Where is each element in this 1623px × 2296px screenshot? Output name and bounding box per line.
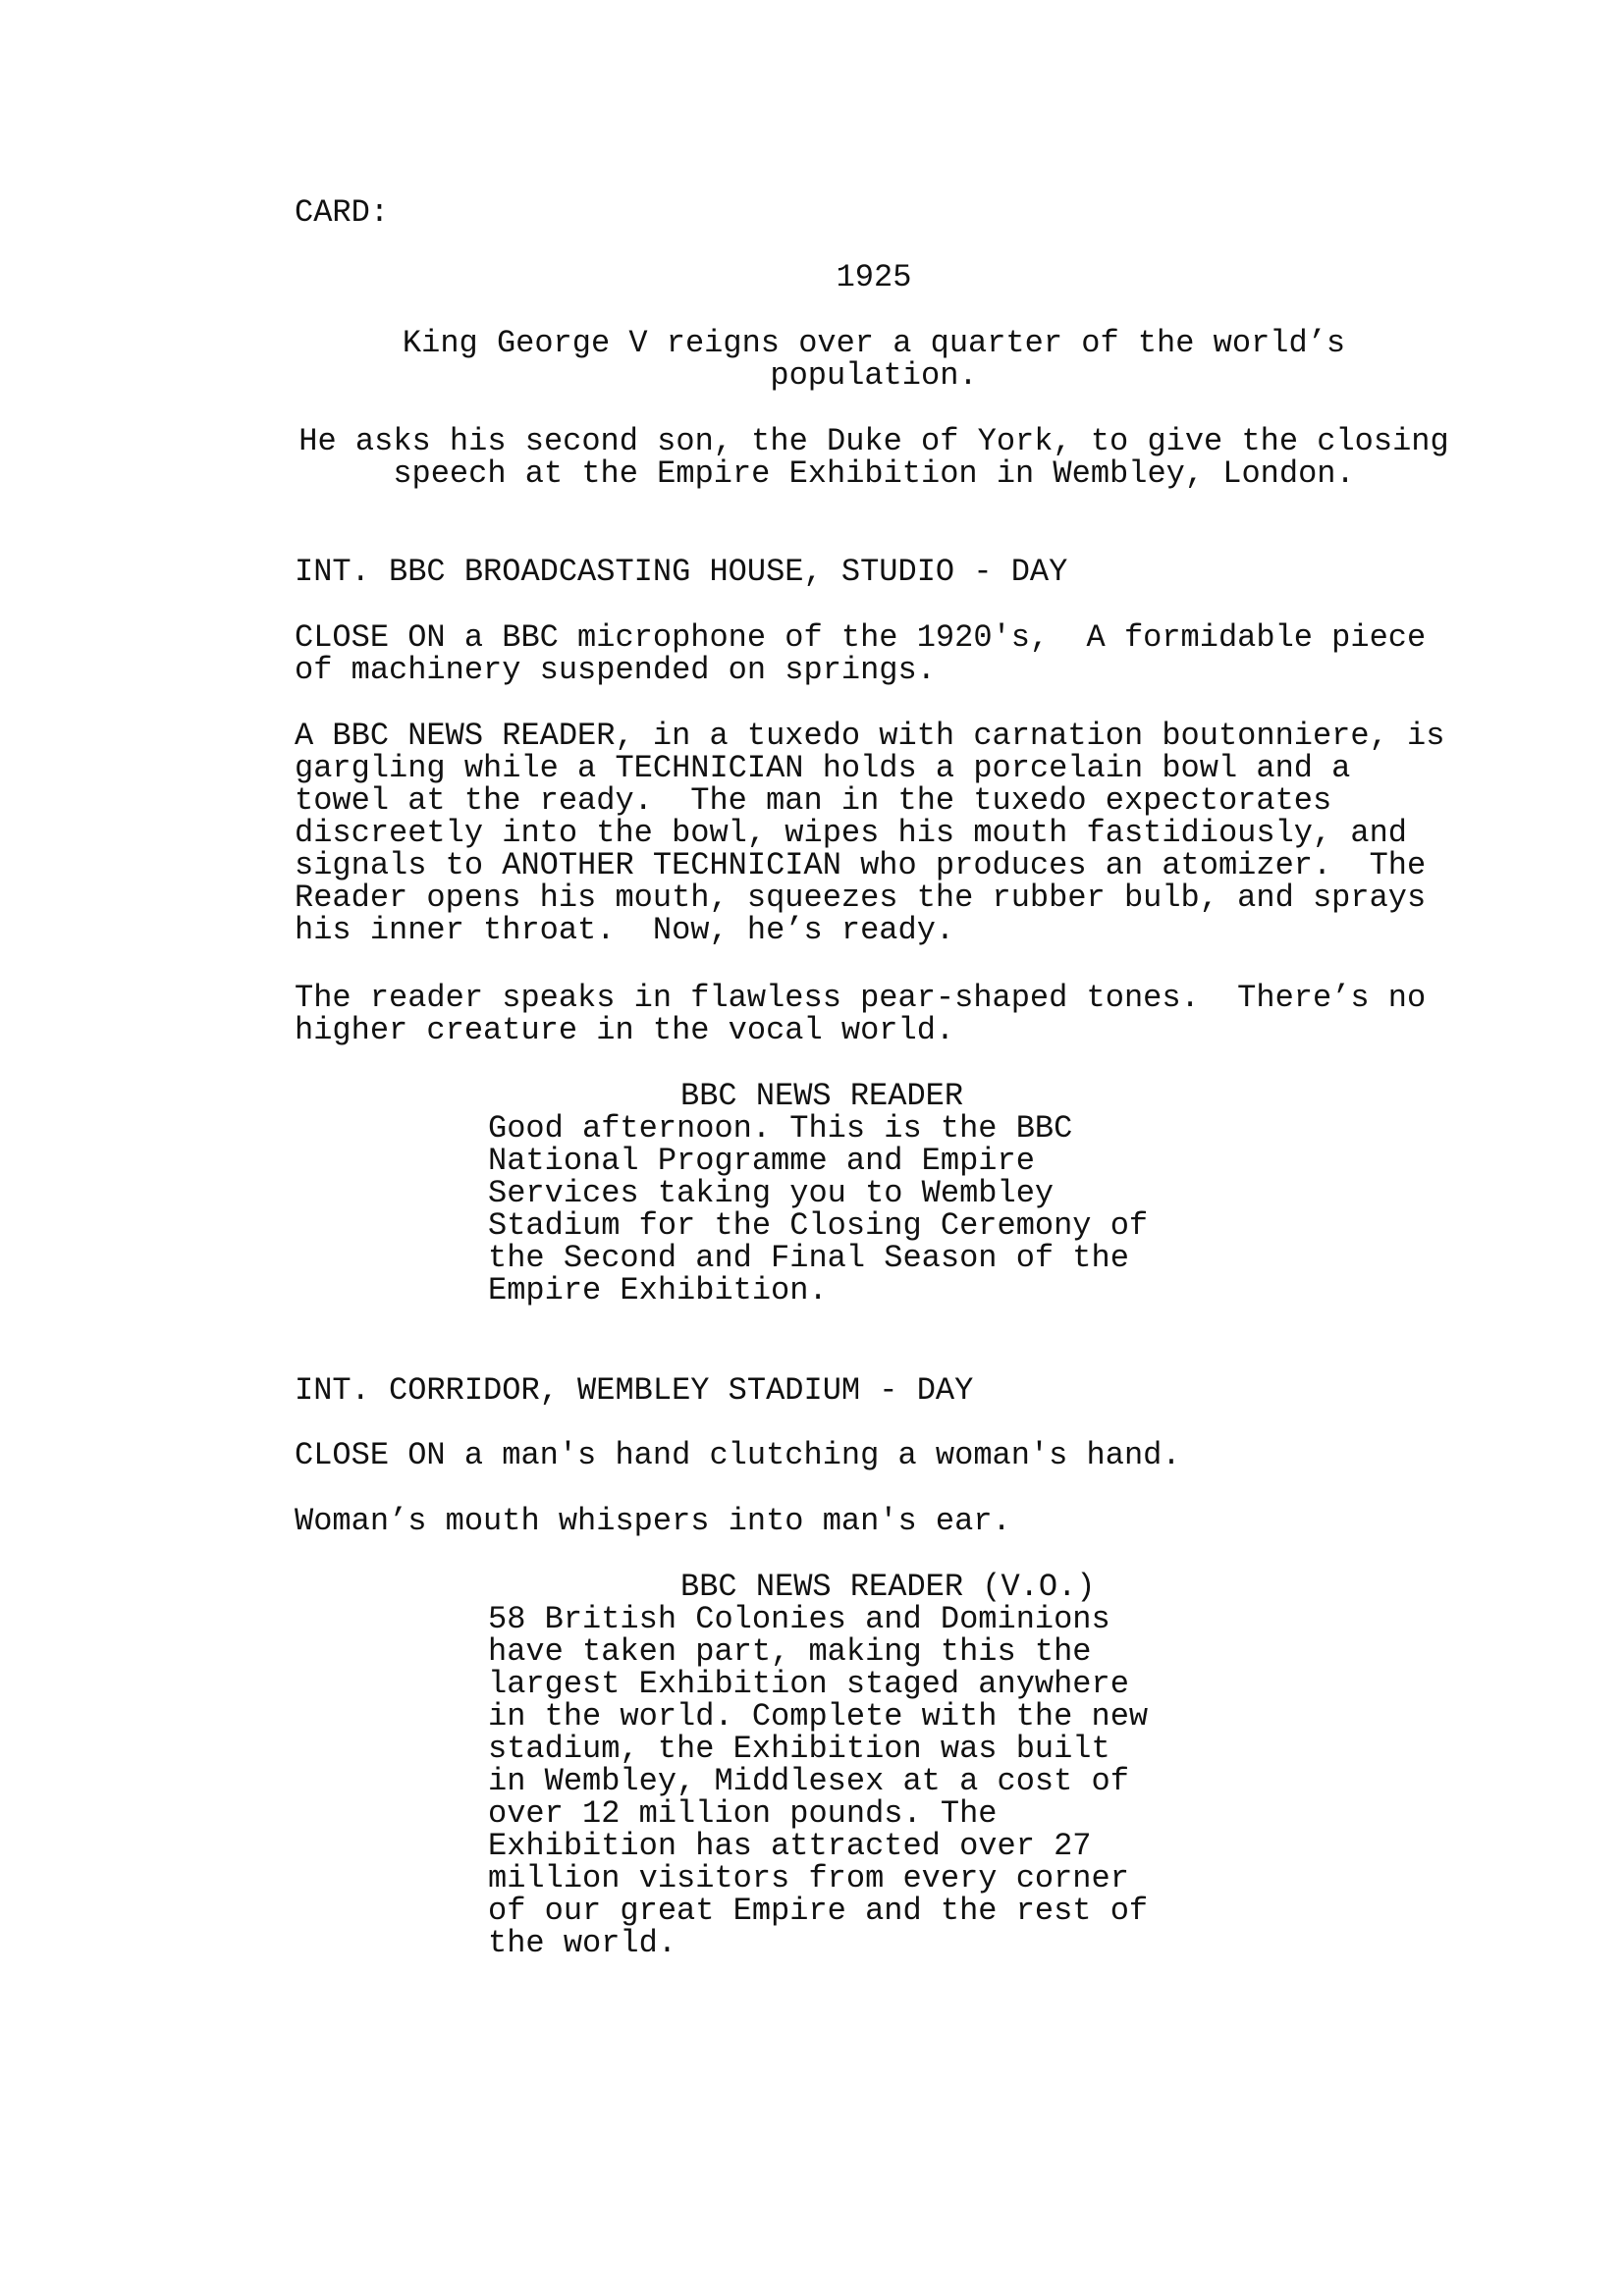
dialogue-line: Exhibition has attracted over 27 — [488, 1828, 1092, 1864]
dialogue-line: Services taking you to Wembley — [488, 1175, 1055, 1211]
dialogue-line: the Second and Final Season of the — [488, 1240, 1129, 1276]
character-name: BBC NEWS READER (V.O.) — [680, 1569, 1096, 1605]
card-year: 1925 — [836, 259, 912, 295]
dialogue-line: the world. — [488, 1925, 677, 1961]
card-label: CARD: — [295, 194, 390, 231]
dialogue-line: stadium, the Exhibition was built — [488, 1731, 1110, 1767]
action-line: towel at the ready. The man in the tuxedo expectorates — [295, 782, 1332, 819]
action-line: A BBC NEWS READER, in a tuxedo with carnation boutonniere, is — [295, 718, 1445, 754]
scene-heading: INT. CORRIDOR, WEMBLEY STADIUM - DAY — [295, 1372, 974, 1409]
dialogue-line: of our great Empire and the rest of — [488, 1893, 1149, 1929]
action-line: gargling while a TECHNICIAN holds a porcelain bowl and a — [295, 750, 1351, 786]
action-line: his inner throat. Now, he’s ready. — [295, 912, 955, 948]
scene-heading: INT. BBC BROADCASTING HOUSE, STUDIO - DAY — [295, 554, 1068, 590]
dialogue-line: 58 British Colonies and Dominions — [488, 1601, 1110, 1637]
dialogue-line: over 12 million pounds. The — [488, 1795, 998, 1832]
dialogue-line: million visitors from every corner — [488, 1860, 1129, 1896]
dialogue-line: in Wembley, Middlesex at a cost of — [488, 1763, 1129, 1799]
action-line: The reader speaks in flawless pear-shaped tones. There’s no — [295, 980, 1427, 1016]
dialogue-line: largest Exhibition staged anywhere — [488, 1666, 1129, 1702]
card-text-line: King George V reigns over a quarter of the world’s — [402, 325, 1346, 361]
action-line: CLOSE ON a man's hand clutching a woman's hand. — [295, 1437, 1181, 1473]
character-name: BBC NEWS READER — [680, 1078, 964, 1114]
dialogue-line: in the world. Complete with the new — [488, 1698, 1149, 1735]
action-line: discreetly into the bowl, wipes his mouth fastidiously, and — [295, 815, 1407, 851]
card-text-line: population. — [770, 357, 978, 394]
card-text-line: speech at the Empire Exhibition in Wembley, London. — [393, 455, 1355, 492]
card-text-line: He asks his second son, the Duke of York, to give the closing — [298, 423, 1449, 459]
action-line: CLOSE ON a BBC microphone of the 1920's, A formidable piece — [295, 619, 1427, 656]
action-line: of machinery suspended on springs. — [295, 652, 936, 688]
dialogue-line: Empire Exhibition. — [488, 1272, 828, 1308]
dialogue-line: Good afternoon. This is the BBC — [488, 1110, 1073, 1147]
dialogue-line: Stadium for the Closing Ceremony of — [488, 1207, 1149, 1244]
action-line: higher creature in the vocal world. — [295, 1012, 955, 1048]
dialogue-line: have taken part, making this the — [488, 1633, 1092, 1670]
action-line: Woman’s mouth whispers into man's ear. — [295, 1503, 1011, 1539]
action-line: Reader opens his mouth, squeezes the rubber bulb, and sprays — [295, 880, 1427, 916]
action-line: signals to ANOTHER TECHNICIAN who produces an atomizer. The — [295, 847, 1427, 883]
dialogue-line: National Programme and Empire — [488, 1143, 1035, 1179]
